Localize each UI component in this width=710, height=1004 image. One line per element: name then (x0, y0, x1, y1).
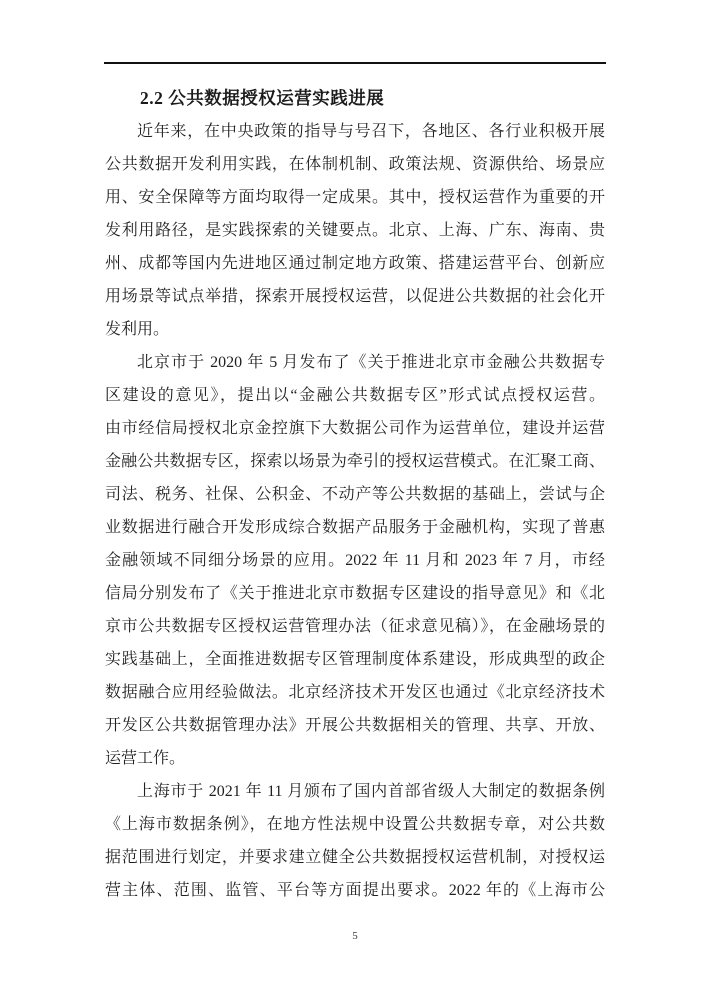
text-line: 《上海市数据条例》，在地方性法规中设置公共数据专章，对公共数 (105, 816, 605, 833)
text-line: 金融领域不同细分场景的应用。2022 年 11 月和 2023 年 7 月，市经 (105, 552, 605, 569)
page-content (105, 82, 605, 907)
text-line: 运营工作。 (105, 750, 186, 767)
text-line: 北京市于 2020 年 5 月发布了《关于推进北京市金融公共数据专 (137, 354, 605, 371)
paragraph (105, 346, 605, 775)
text-line: 公共数据开发利用实践，在体制机制、政策法规、资源供给、场景应 (105, 156, 605, 173)
page-number: 5 (352, 930, 358, 942)
text-line: 发利用。 (105, 321, 170, 338)
text-line: 区建设的意见》，提出以“金融公共数据专区”形式试点授权运营。 (105, 387, 605, 404)
text-line: 司法、税务、社保、公积金、不动产等公共数据的基础上，尝试与企 (105, 486, 605, 503)
text-line: 业数据进行融合开发形成综合数据产品服务于金融机构，实现了普惠 (105, 519, 605, 536)
text-line: 由市经信局授权北京金控旗下大数据公司作为运营单位，建设并运营 (105, 420, 605, 437)
text-line: 用场景等试点举措，探索开展授权运营，以促进公共数据的社会化开 (105, 288, 605, 305)
header-rule (104, 62, 606, 64)
text-line: 州、成都等国内先进地区通过制定地方政策、搭建运营平台、创新应 (105, 255, 605, 272)
text-line: 京市公共数据专区授权运营管理办法（征求意见稿）》，在金融场景的 (105, 618, 605, 635)
text-line: 据范围进行划定，并要求建立健全公共数据授权运营机制，对授权运 (105, 849, 605, 866)
text-line: 数据融合应用经验做法。北京经济技术开发区也通过《北京经济技术 (105, 684, 605, 701)
text-line: 上海市于 2021 年 11 月颁布了国内首部省级人大制定的数据条例 (137, 783, 605, 800)
section-heading: 2.2 公共数据授权运营实践进展 (140, 88, 385, 108)
text-line: 实践基础上，全面推进数据专区管理制度体系建设，形成典型的政企 (105, 651, 605, 668)
text-line: 近年来，在中央政策的指导与号召下，各地区、各行业积极开展 (137, 123, 605, 140)
paragraph (105, 775, 605, 907)
text-line: 发利用路径，是实践探索的关键要点。北京、上海、广东、海南、贵 (105, 222, 605, 239)
paragraph (105, 115, 605, 346)
text-line: 金融公共数据专区，探索以场景为牵引的授权运营模式。在汇聚工商、 (105, 453, 605, 470)
text-line: 信局分别发布了《关于推进北京市数据专区建设的指导意见》和《北 (105, 585, 605, 602)
text-line: 开发区公共数据管理办法》开展公共数据相关的管理、共享、开放、 (105, 717, 605, 734)
document-body (105, 115, 605, 907)
text-line: 营主体、范围、监管、平台等方面提出要求。2022 年的《上海市公 (105, 882, 605, 899)
text-line: 用、安全保障等方面均取得一定成果。其中，授权运营作为重要的开 (105, 189, 605, 206)
